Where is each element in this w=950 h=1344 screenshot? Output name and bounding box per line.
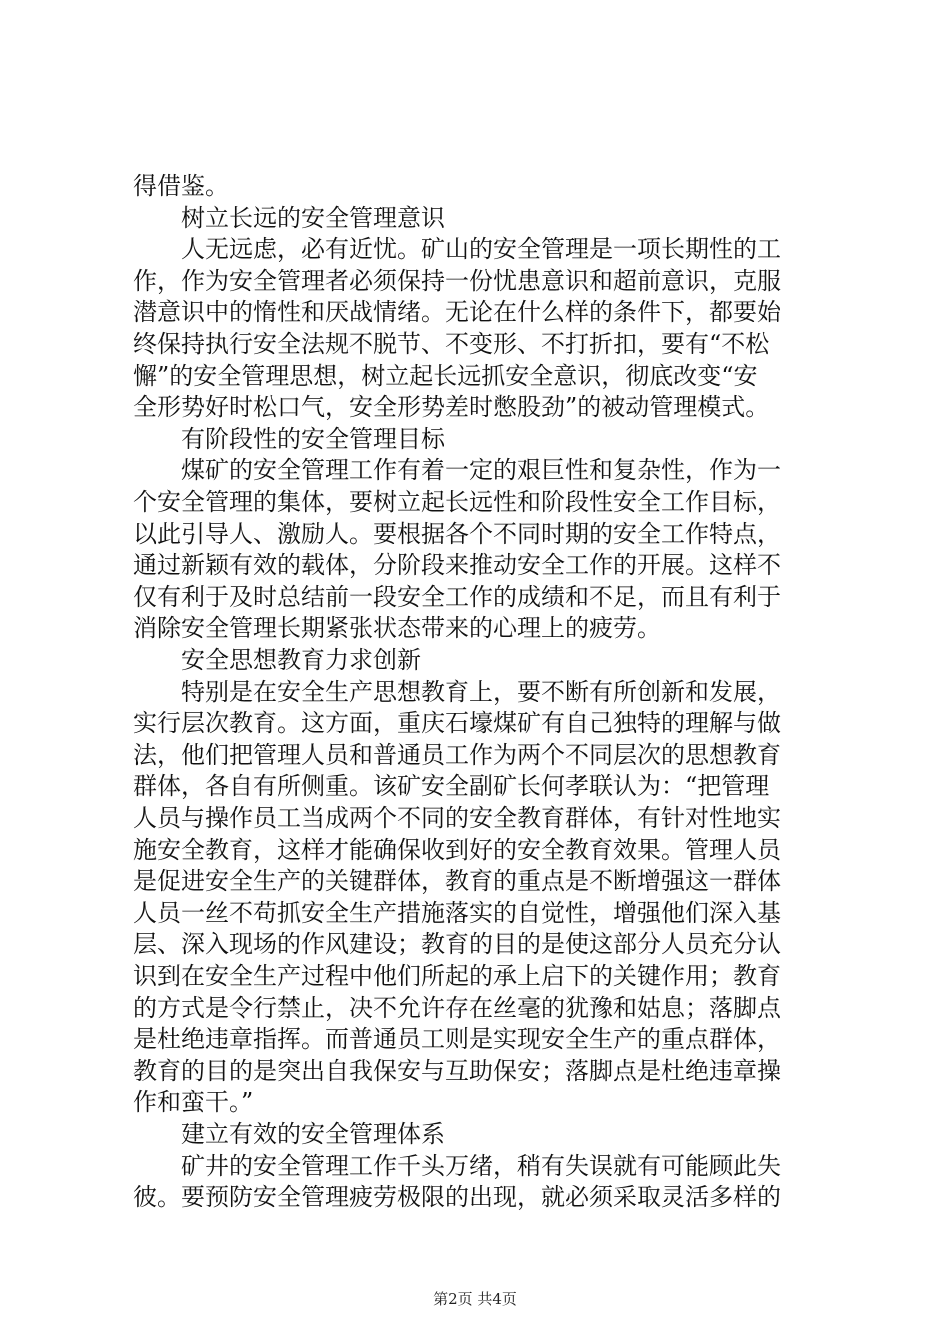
- text-line: 作和蛮干。”: [133, 1088, 254, 1117]
- text-line: 个安全管理的集体，要树立起长远性和阶段性安全工作目标，: [133, 488, 781, 516]
- text-line: 是促进安全生产的关键群体，教育的重点是不断增强这一群体: [133, 867, 781, 896]
- text-line: 群体，各自有所侧重。该矿安全副矿长何孝联认为：“把管理: [133, 772, 770, 801]
- text-line: 实行层次教育。这方面，重庆石壕煤矿有自己独特的理解与做: [133, 709, 781, 738]
- text-line: 终保持执行安全法规不脱节、不变形、不打折扣，要有“不松: [133, 330, 770, 358]
- text-line: 特别是在安全生产思想教育上，要不断有所创新和发展，: [181, 677, 781, 706]
- text-line: 彼。要预防安全管理疲劳极限的出现，就必须采取灵活多样的: [133, 1183, 781, 1212]
- text-line: 以此引导人、激励人。要根据各个不同时期的安全工作特点，: [133, 519, 781, 548]
- text-line: 教育的目的是突出自我保安与互助保安；落脚点是杜绝违章操: [133, 1056, 781, 1085]
- text-line: 有阶段性的安全管理目标: [181, 424, 445, 453]
- text-line: 得借鉴。: [133, 172, 229, 200]
- text-line: 煤矿的安全管理工作有着一定的艰巨性和复杂性，作为一: [181, 456, 781, 485]
- text-line: 人员与操作员工当成两个不同的安全教育群体，有针对性地实: [133, 804, 781, 832]
- text-line: 通过新颖有效的载体，分阶段来推动安全工作的开展。这样不: [133, 551, 781, 580]
- text-line: 作，作为安全管理者必须保持一份忧患意识和超前意识，克服: [133, 266, 781, 295]
- page-footer: 第2页 共4页: [433, 1290, 517, 1308]
- text-line: 层、深入现场的作风建设；教育的目的是使这部分人员充分认: [133, 930, 781, 959]
- text-line: 安全思想教育力求创新: [181, 646, 421, 674]
- text-line: 是杜绝违章指挥。而普通员工则是实现安全生产的重点群体，: [133, 1025, 781, 1054]
- text-line: 全形势好时松口气，安全形势差时憋股劲”的被动管理模式。: [133, 393, 770, 422]
- text-line: 懈”的安全管理思想，树立起长远抓安全意识，彻底改变“安: [133, 361, 758, 390]
- text-line: 人无远虑，必有近忧。矿山的安全管理是一项长期性的工: [181, 235, 781, 264]
- text-line: 潜意识中的惰性和厌战情绪。无论在什么样的条件下，都要始: [133, 298, 781, 327]
- text-line: 树立长远的安全管理意识: [181, 203, 445, 232]
- text-line: 识到在安全生产过程中他们所起的承上启下的关键作用；教育: [133, 962, 781, 990]
- text-line: 法，他们把管理人员和普通员工作为两个不同层次的思想教育: [133, 740, 781, 769]
- text-line: 仅有利于及时总结前一段安全工作的成绩和不足，而且有利于: [133, 582, 781, 611]
- text-line: 施安全教育，这样才能确保收到好的安全教育效果。管理人员: [133, 835, 781, 864]
- text-line: 的方式是令行禁止，决不允许存在丝毫的犹豫和姑息；落脚点: [133, 993, 781, 1022]
- text-line: 消除安全管理长期紧张状态带来的心理上的疲劳。: [133, 614, 661, 643]
- text-line: 建立有效的安全管理体系: [181, 1120, 445, 1148]
- text-line: 矿井的安全管理工作千头万绪，稍有失误就有可能顾此失: [181, 1151, 781, 1180]
- text-line: 人员一丝不苟抓安全生产措施落实的自觉性，增强他们深入基: [133, 898, 781, 927]
